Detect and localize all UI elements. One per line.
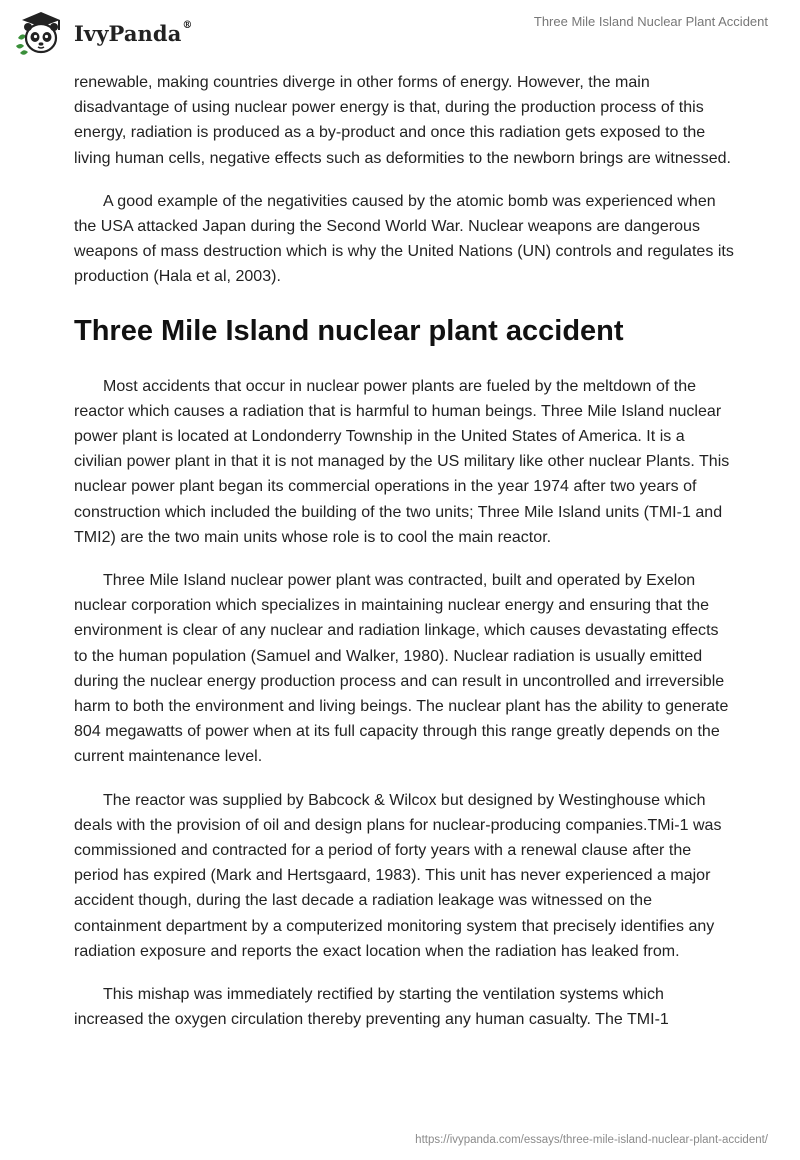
section-heading: Three Mile Island nuclear plant accident — [74, 314, 624, 347]
document-title: Three Mile Island Nuclear Plant Accident — [533, 14, 768, 29]
source-url[interactable]: https://ivypanda.com/essays/three-mile-island-nuclear-plant-accident/ — [415, 1134, 768, 1146]
logo-wordmark: IvyPanda® — [74, 19, 193, 46]
paragraph: The reactor was supplied by Babcock & Wilcox but designed by Westinghouse which deals with the provision of oil and design plans for nuclear-producing companies.TMi-1 was commissioned and contracted for a period of forty years with a renewal clause after the period has expired (Mark and Hertsgaard, 1983). This unit has never experienced a major accident though, during the last decade a radiation leakage was witnessed on the containment department by a computerized monitoring system that precisely identifies any radiation exposure and reports the exact location when the radiation has leaked from. — [74, 791, 722, 960]
ivypanda-logo[interactable] — [14, 8, 193, 56]
essay-content — [74, 70, 734, 1051]
registered-mark: ® — [182, 19, 193, 31]
paragraph: renewable, making countries diverge in other forms of energy. However, the main disadvantage of using nuclear power energy is that, during the production process of this energy, radiation is produced as a by-product and once this radiation gets exposed to the living human cells, negative effects such as deformities to the newborn brings are witnessed. — [74, 74, 732, 167]
paragraph: Most accidents that occur in nuclear power plants are fueled by the meltdown of the reactor which causes a radiation that is harmful to human beings. Three Mile Island nuclear power plant is located at Londonderry Township in the United States of America. It is a civilian power plant in that it is not managed by the US military like other nuclear Plants. This nuclear power plant began its commercial operations in the year 1974 after two years of construction which included the building of the two units; Three Mile Island units (TMI-1 and TMI2) are the two main units whose role is to cool the main reactor. — [74, 377, 730, 546]
panda-graduate-icon — [14, 8, 68, 56]
paragraph: This mishap was immediately rectified by starting the ventilation systems which increased the oxygen circulation thereby preventing any human casualty. The TMI-1 — [74, 986, 669, 1029]
page-header — [0, 0, 800, 64]
paragraph: Three Mile Island nuclear power plant was contracted, built and operated by Exelon nuclear corporation which specializes in maintaining nuclear energy and ensuring that the environment is clear of any nuclear and radiation linkage, which causes devastating effects to the human population (Samuel and Walker, 1980). Nuclear radiation is usually emitted during the nuclear energy production process and can result in uncontrolled and irreversible harm to both the environment and living beings. The nuclear plant has the ability to generate 804 megawatts of power when at its full capacity through this range greatly depends on the current maintenance level. — [74, 572, 729, 766]
paragraph: A good example of the negativities caused by the atomic bomb was experienced when the USA attacked Japan during the Second World War. Nuclear weapons are dangerous weapons of mass destruction which is why the United Nations (UN) controls and regulates its production (Hala et al, 2003). — [74, 192, 734, 286]
